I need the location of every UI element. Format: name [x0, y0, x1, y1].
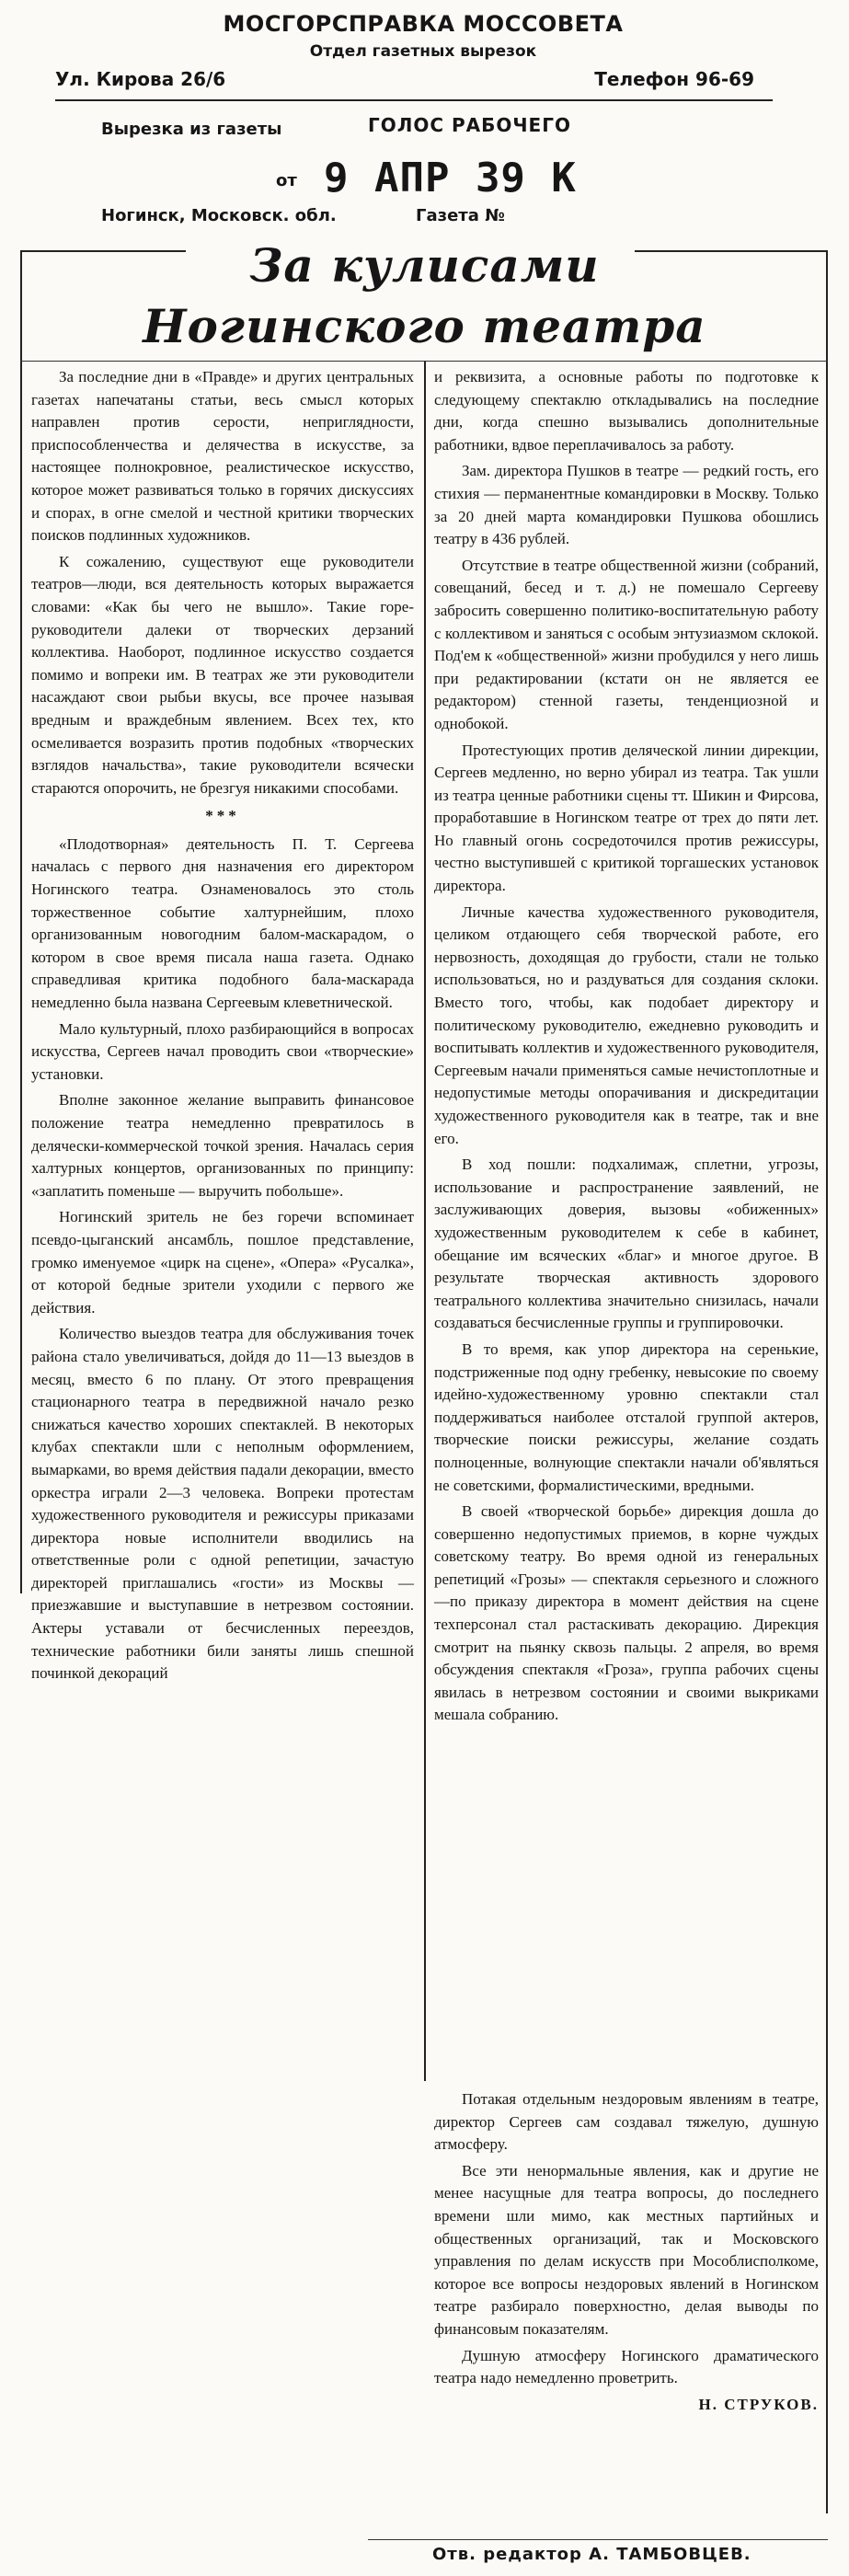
- paragraph: Все эти ненормальные явления, как и другие не менее насущные для театра вопросы, до последнего времени шли мимо, как местных партийных и общественных организаций, так и Московского управления по делам искусств при Мособлисполкоме, которое все вопросы нездоровых явлений в Ногинском театре разбирало поверхностно, делая выводы по финансовым показателям.: [434, 2161, 819, 2338]
- clipping-label: Вырезка из газеты: [101, 120, 282, 139]
- paragraph: В ход пошли: подхалимаж, сплетни, угрозы, использование и распространение заявлений, не заслуживающих доверия, вызовы «обиженных» художественным руководителем к себе в кабинет, обещание им всяческих «благ» и многое другое. В результате творческая активность здорового театрального коллектива значительно снизилась, начали создаваться бесчисленные группы и группировочки.: [434, 1156, 819, 1332]
- editor-divider: [368, 2539, 828, 2540]
- paragraph: Мало культурный, плохо разбирающийся в вопросах искусства, Сергеев начал проводить свои «творческие» установки.: [31, 1019, 414, 1083]
- headline-line-1: За кулисами: [249, 238, 600, 293]
- paragraph: В своей «творческой борьбе» дирекция дошла до совершенно недопустимых приемов, в корне чуждых советскому театру. Во время одной из генеральных репетиций «Грозы» — спектакля серьезного и сложного—по приказу директора в момент действия на сцене техперсонал стал растаскивать декорацию. Дирекция смотрит на пьянку сквозь пальцы. 2 апреля, во время обсуждения спектакля «Гроза», группа рабочих сцены явилась в нетрезвом состоянии и своими выкриками мешала собранию.: [434, 1502, 819, 1724]
- article-conclusion: [434, 2088, 819, 2416]
- clipping-bureau-stamp: [55, 7, 791, 225]
- author-signature: Н. СТРУКОВ.: [698, 2395, 819, 2413]
- frame-left-rule: [20, 250, 22, 1593]
- column-divider: [424, 361, 426, 2081]
- newspaper-name: ГОЛОС РАБОЧЕГО: [368, 114, 571, 136]
- article-left-column: [31, 366, 414, 1689]
- stamped-date: 9 АПР 39 К: [324, 155, 577, 201]
- paragraph: Ногинский зритель не без горечи вспоминает псевдо-цыганский ансамбль, пошлое представление, громко именуемое «цирк на сцене», «Опера» «Русалка», от которой бедные зрители уходили с первого же действия.: [31, 1208, 414, 1317]
- headline-line-2: Ногинского театра: [143, 299, 706, 353]
- department-name: Отдел газетных вырезок: [309, 42, 537, 61]
- section-separator: ***: [205, 807, 240, 825]
- paragraph: За последние дни в «Правде» и других центральных газетах напечатаны статьи, весь смысл которых направлен против серости, неприглядности, приспособленчества и делячества в искусстве, за настоящее полнокровное, реалистическое искусство, которое может развиваться только в горячих дискуссиях и спорах, в огне смелой и честной критики творческих поисков подлинных художников.: [31, 368, 414, 545]
- article-right-column: [434, 366, 819, 1731]
- paragraph: Личные качества художественного руководителя, целиком отдающего себя творческой работе, его нервозность, доходящая до грубости, стали не только использоваться, но и раздуваться для создания склоки. Вместо того, чтобы, как подобает директору и политическому руководителю, ежедневно руководить и воспитывать коллектив и художественного руководителя, Сергеевым начали применяться самые нечистоплотные и недопустимые методы опорачивания и дискредитации художественного руководителя как в театре, так и вне его.: [434, 903, 819, 1147]
- frame-right-rule: [826, 250, 828, 2513]
- paragraph: Зам. директора Пушков в театре — редкий гость, его стихия — перманентные командировки в Москву. Только за 20 дней марта командировки Пушкова обошлись театру в 436 рублей.: [434, 462, 819, 548]
- paragraph: и реквизита, а основные работы по подготовке к следующему спектаклю откладывались на последние дни, когда спешно вызывались дополнительные работники, вдвое переплачивалось за работу.: [434, 368, 819, 454]
- paragraph: Протестующих против делячеcкой линии дирекции, Сергеев медленно, но верно убирал из театра. Так ушли из театра ценные работники сцены тт. Шикин и Фирсова, проработавшие в Ногинском театре от трех до пяти лет. Но главный огонь сосредоточился против режиссуры, честно выступившей с критикой торгашеских установок директора.: [434, 741, 819, 895]
- paper-number-label: Газета №: [416, 206, 505, 225]
- paragraph: Отсутствие в театре общественной жизни (собраний, совещаний, бесед и т. д.) не помешало Сергееву забросить совершенно политико-воспитательную работу с коллективом и заняться с особым энтузиазмом склокой. Под'ем к «общественной» жизни пробудился у него лишь при редактировании (кстати он не является ее редактором) стенной газеты, тенденциозной и однобокой.: [434, 556, 819, 732]
- stamp-divider: [55, 99, 773, 101]
- bureau-phone: Телефон 96-69: [594, 68, 754, 90]
- article-headline: [0, 236, 849, 357]
- paragraph: Вполне законное желание выправить финансовое положение театра немедленно превратилось в делячески-коммерческой точкой зрения. Началась серия халтурных концертов, организованных по принципу: «заплатить поменьше — выручить побольше».: [31, 1091, 414, 1200]
- responsible-editor: Отв. редактор А. ТАМБОВЦЕВ.: [432, 2545, 751, 2564]
- bureau-name: МОСГОРСПРАВКА МОССОВЕТА: [223, 11, 624, 37]
- paragraph: В то время, как упор директора на серенькие, подстриженные под одну гребенку, невысокие по своему идейно-художественному уровню спектакли стал поддерживаться наиболее отсталой группой актеров, творческие поиски режиссуры, желание создать полноценные, волнующие спектакли начали об'являться не советскими, формалистическими, вредными.: [434, 1340, 819, 1494]
- city-label: Ногинск, Московск. обл.: [101, 206, 337, 225]
- paragraph: Потакая отдельным нездоровым явлениям в театре, директор Сергеев сам создавал тяжелую, душную атмосферу.: [434, 2090, 819, 2154]
- paragraph: «Плодотворная» деятельность П. Т. Сергеева началась с первого дня назначения его директором Ногинского театра. Ознаменовалось это столь торжественное событие халтурнейшим, плохо организованным новогодним балом-маскарадом, о котором в свое время писала наша газета. Однако справедливая критика подобного бала-маскарада немедленно была названа Сергеевым клеветнической.: [31, 834, 414, 1012]
- date-label: от: [276, 171, 297, 190]
- paragraph: Душную атмосферу Ногинского драматического театра надо немедленно проветрить.: [434, 2346, 819, 2387]
- paragraph: К сожалению, существуют еще руководители театров—люди, вся деятельность которых выражается словами: «Как бы чего не вышло». Такие горе-руководители далеки от творческих дерзаний коллектива. Наоборот, подлинное искусство создается помимо и вопреки им. В театрах же эти руководители насаждают свои рыбьи вкусы, все прочее называя вредным и враждебным явлением. Всех тех, кто осмеливается возразить против подобных «творческих взглядов начальства», такие руководители всячески стараются опорочить, не брезгуя никакими способами.: [31, 552, 414, 797]
- paragraph: Количество выездов театра для обслуживания точек района стало увеличиваться, дойдя до 11—13 выездов в месяц, вместо 6 по плану. От этого превращения стационарного театра в передвижной начало резко снижаться качество хороших спектаклей. В некоторых клубах спектакли шли с неполным оформлением, вымарками, во время действия падали декорации, вместо оркестра играли 2—3 человека. Вопреки протестам художественного руководителя и режиссуры приказами директора новые исполнители вводились на ответственные роли с одной репетиции, зачастую директорей приглашались «гости» из Москвы — приезжавшие и выступавшие в нетрезвом состоянии. Актеры уставали от бесчисленных переездов, технические работники били заняты лишь спешной починкой декораций: [31, 1325, 414, 1683]
- bureau-address: Ул. Кирова 26/6: [55, 68, 226, 90]
